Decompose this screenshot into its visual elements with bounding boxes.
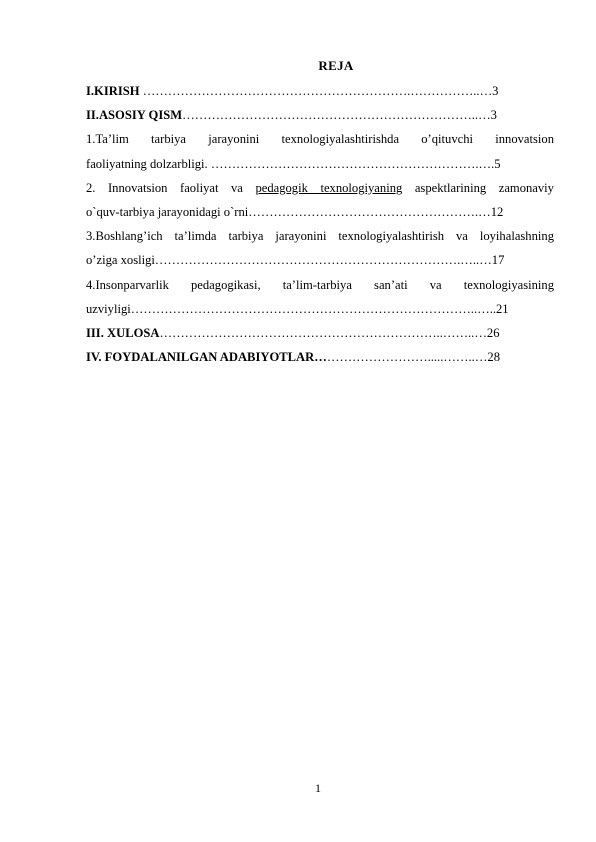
- toc-entry-page: 3: [490, 108, 497, 123]
- toc-entry-text-continued: [86, 297, 554, 321]
- toc-entry-text: 4.Insonparvarlik pedagogikasi, ta’lim-tarbiya san’ati va texnologiyasining: [86, 277, 554, 292]
- toc-entry-page: 3: [492, 84, 499, 98]
- page-title: REJA: [318, 58, 354, 73]
- toc-entry-text-continued: [86, 152, 554, 176]
- toc-entry-leader: faoliyatning dolzarbligi. ……………………………………………………….….: [86, 156, 495, 171]
- toc-entry-1[interactable]: [86, 127, 554, 175]
- toc-entry-leader: o`quv-tarbiya jarayonidagi o`rni……………………………………………….…: [86, 205, 491, 220]
- toc-entry-leader: …………………………………………………………..……..…: [159, 326, 487, 341]
- toc-entry-text: 3.Boshlang’ich ta’limda tarbiya jarayonini texnologiyalashtirish va loyihalashning: [86, 229, 554, 244]
- toc-entry-xulosa[interactable]: [86, 321, 554, 345]
- toc-entry-page: 26: [486, 326, 500, 341]
- underlined-term: pedagogik texnologiyaning: [255, 180, 403, 195]
- toc-entry-2[interactable]: [86, 176, 554, 224]
- toc-entry-page: 21: [496, 301, 509, 316]
- toc-entry-4[interactable]: [86, 273, 554, 321]
- toc-entry-page: 12: [490, 205, 504, 220]
- toc-entry-text-continued: [86, 248, 554, 272]
- toc-entry-leader: o’ziga xosligi……………………………………………………………….…..…: [86, 253, 492, 268]
- toc-entry-page: 28: [487, 350, 501, 365]
- toc-entry-text: 1.Ta’lim tarbiya jarayonini texnologiyalashtirishda o’qituvchi innovatsion: [86, 132, 554, 147]
- toc-entry-page: 17: [491, 253, 505, 268]
- toc-entry-label: IV. FOYDALANILGAN ADABIYOTLAR…: [86, 350, 327, 365]
- toc-entry-text-suffix: aspektlarining zamonaviy: [402, 180, 554, 195]
- toc-entry-3[interactable]: [86, 224, 554, 272]
- toc-entry-kirish[interactable]: [86, 79, 554, 103]
- page-number: 1: [315, 781, 321, 795]
- toc-entry-label: II.ASOSIY QISM: [86, 108, 183, 123]
- toc-entry-label: III. XULOSA: [86, 326, 160, 341]
- toc-entry-adabiyotlar[interactable]: [86, 345, 554, 369]
- toc-entry-text-prefix: 2. Innovatsion faoliyat va: [86, 180, 256, 195]
- toc-entry-leader: uzviyligi………………………………………………………………………..…..: [86, 301, 496, 316]
- toc-entry-text: [86, 176, 554, 200]
- toc-entry-leader: …………………….....……..…: [326, 350, 488, 365]
- toc-entry-leader: ……………………………………………………………..…: [182, 108, 491, 123]
- toc-entry-label: I.KIRISH: [86, 84, 140, 98]
- toc-entry-text-continued: [86, 200, 554, 224]
- table-of-contents: [86, 79, 554, 369]
- toc-entry-page: 5: [494, 156, 501, 171]
- toc-entry-asosiy-qism[interactable]: [86, 103, 554, 127]
- toc-entry-leader: ……………………………………………………….……………..…: [139, 84, 493, 98]
